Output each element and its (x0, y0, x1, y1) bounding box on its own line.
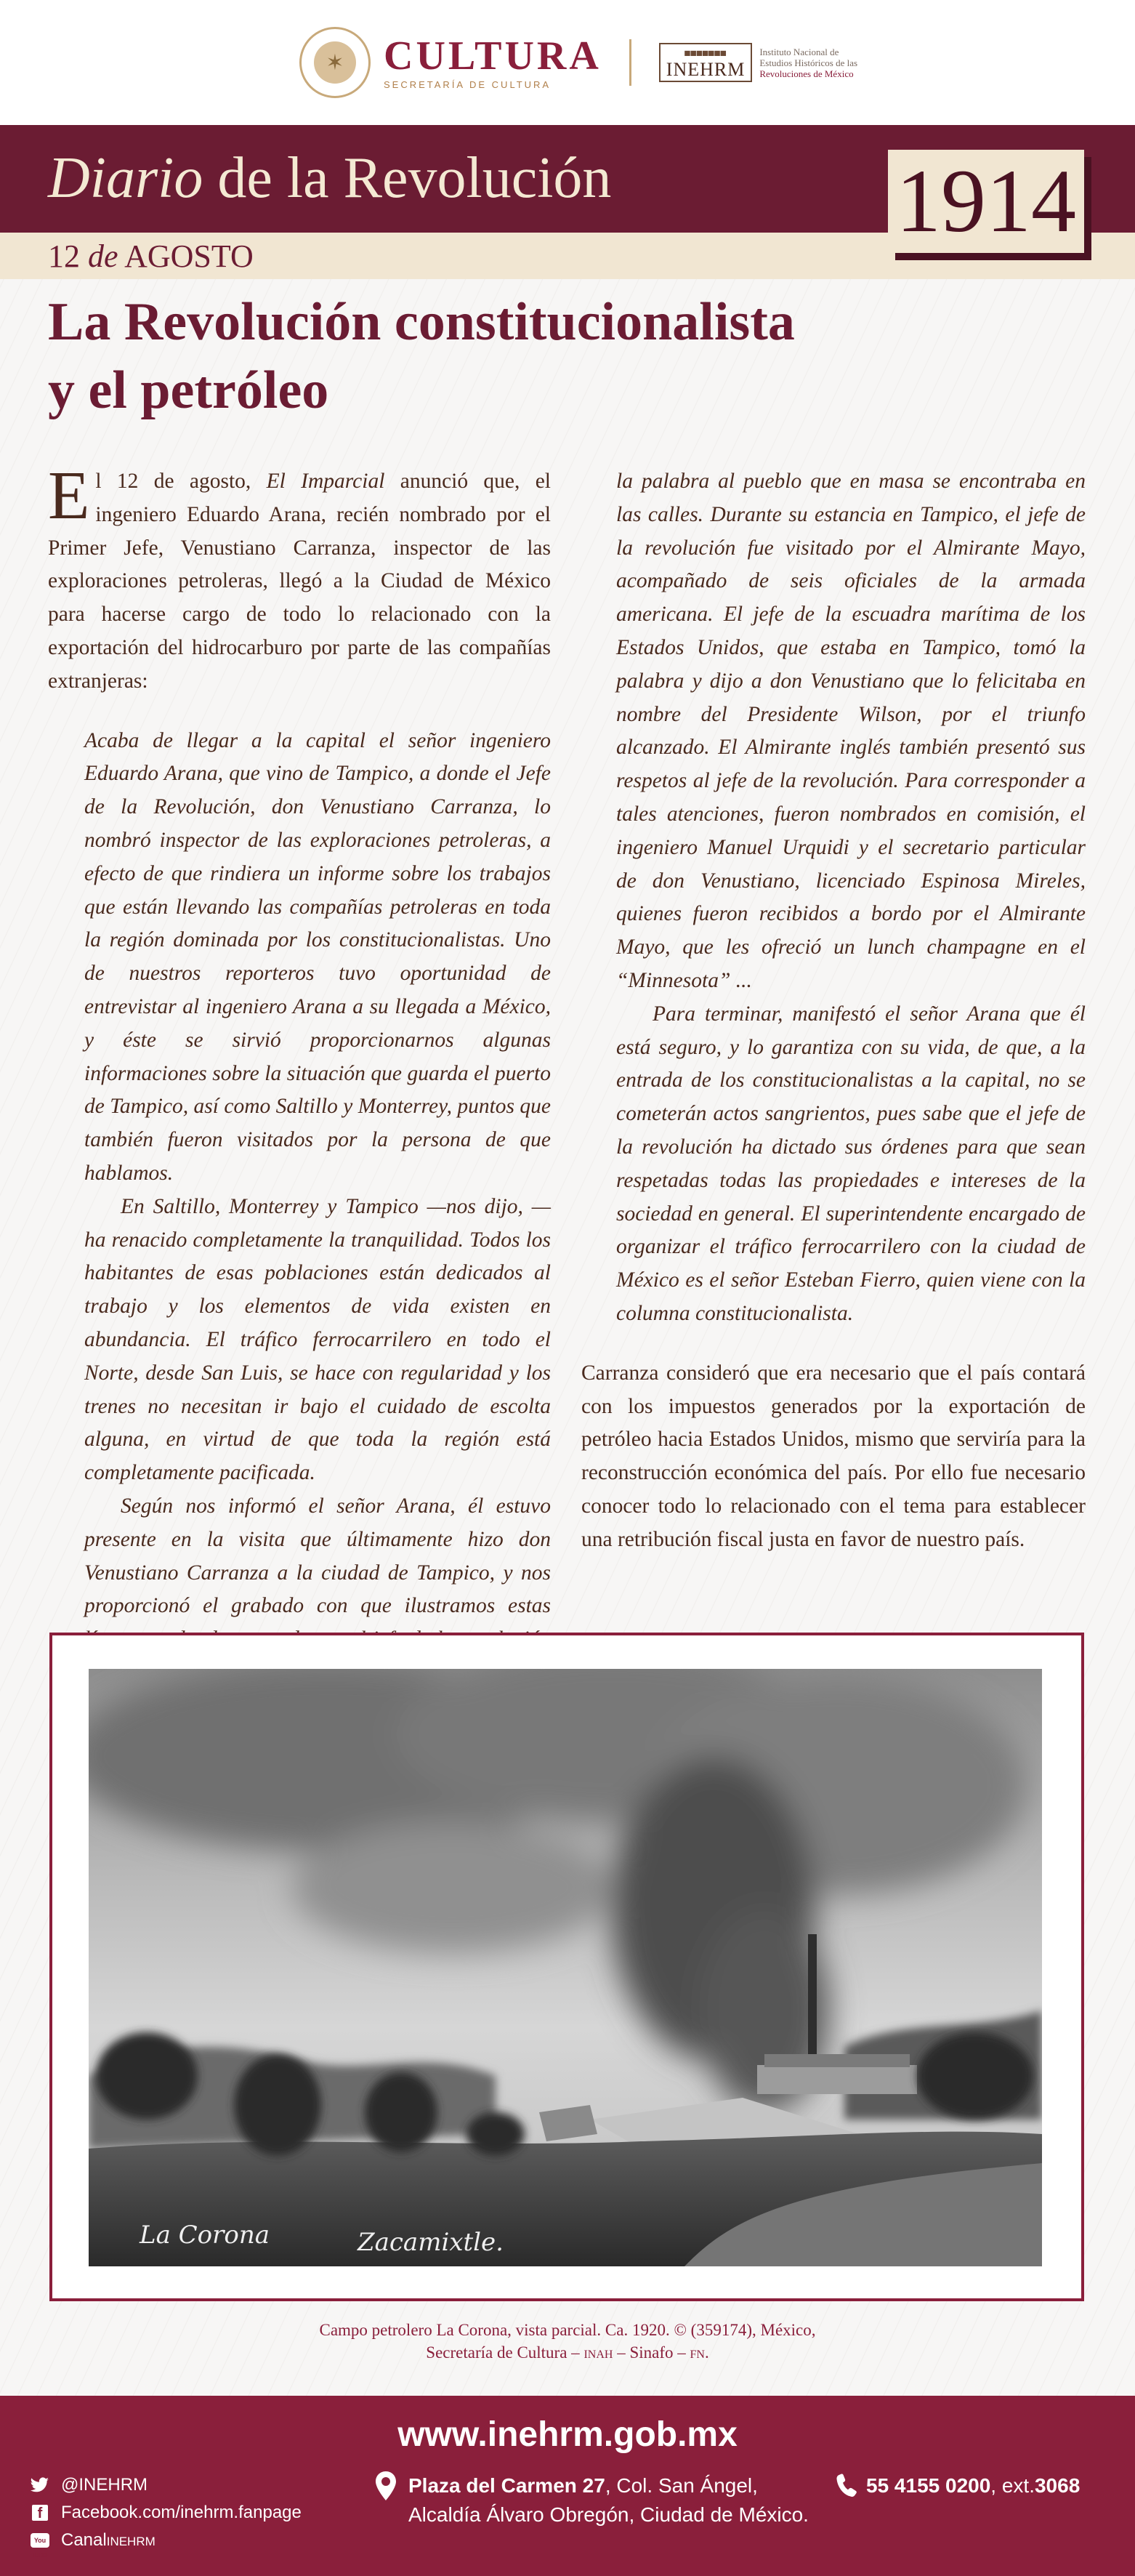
cultura-subtitle: SECRETARÍA DE CULTURA (384, 79, 552, 90)
series-title: Diario de la Revolución (48, 146, 612, 210)
quote-paragraph: Según nos informó el señor Arana, él estuvo presente en la visita que últimamente hizo don Venustiano Carranza a la ciudad de Tampico, y nos proporcionó el grabado con que ilustramos estas (84, 1494, 551, 1618)
quote-paragraph: En Saltillo, Monterrey y Tampico —nos dijo, — ha renacido completamente la tranquilidad. Todos los habitantes de esas poblaciones están dedicados al trabajo y los elementos de vida existen en abundancia. El tráfico ferrocarrilero en todo el Norte, desde San Luis, se hace con regularidad y los trenes no necesitan ir bajo el cuidado de escolta alguna, en virtud de que toda la región está completamente pacificada. (84, 1194, 551, 1485)
inehrm-abbr: INEHRM (666, 59, 746, 80)
year-badge: 1914 (888, 150, 1084, 253)
phone-icon (836, 2473, 857, 2499)
closing-paragraph: Carranza consideró que era necesario que el país contará con los impuestos generados por la exportación de petróleo hacia Estados Unidos, mismo que serviría para la reconstrucción económica del país. Por ello fue necesario conocer todo lo relacionado con el tema para establecer una retribución fiscal justa en favor de nuestro país. (581, 1361, 1086, 1551)
article-headline: La Revolución constitucionalista y el petróleo (48, 292, 795, 420)
photo-handwriting-2: Zacamixtle. (358, 2228, 504, 2257)
quote-paragraph: Para terminar, manifestó el señor Arana que él está seguro, y lo garantiza con su vida, de que, a la entrada de los constitucionalistas a la capital, no se cometerán actos sangrientos, pues sabe que el jefe de la revolución ha dictado sus órdenes para que sean respetadas todas las propiedades e intereses de la sociedad en general. El superintendente encargado de organizar el tráfico ferrocarrilero con la ciudad de México es el señor Esteban Fierro, quien viene con la columna constitucionalista. (616, 1002, 1086, 1325)
historical-photo[interactable] (89, 1669, 1042, 2266)
youtube-link[interactable]: You Tube Canal inehrm (29, 2527, 302, 2554)
photo-handwriting-1: La Corona (140, 2221, 270, 2250)
facebook-link[interactable]: f Facebook.com/inehrm.fanpage (29, 2499, 302, 2527)
location-pin-icon (375, 2471, 397, 2500)
photo-caption: Campo petrolero La Corona, vista parcial. Ca. 1920. © (359174), México, Secretaría de Cultura – inah – Sinafo – fn. (319, 2321, 816, 2362)
logo-group (299, 26, 857, 99)
twitter-icon (29, 2476, 51, 2495)
footer (0, 2396, 1135, 2576)
logo-divider (629, 39, 631, 86)
cultura-logo[interactable] (384, 33, 602, 90)
facebook-icon: f (32, 2505, 48, 2521)
article-column-right (581, 465, 1086, 1557)
intro-paragraph: El 12 de agosto, El Imparcial anunció que, el ingeniero Eduardo Arana, recién nombrado por el Primer Jefe, Venustiano Carranza, inspector de las exploraciones petroleras, llegó a la Ciudad de México para hacerse cargo de todo lo relacionado con la exportación del hidrocarburo por parte de las compañías extranjeras: (48, 458, 551, 693)
inehrm-full-name: Instituto Nacional de Estudios Históricos de las Revoluciones de México (759, 46, 858, 79)
phone-number[interactable]: 55 4155 0200 , ext. 3068 (836, 2471, 1080, 2500)
oil-field-photo-image (89, 1669, 1042, 2266)
quote-paragraph: la palabra al pueblo que en masa se encontraba en las calles. Durante su estancia en Tampico, el jefe de la revolución fue visitado por el Almirante Mayo, acompañado de seis oficiales de la armada americana. El jefe de la escuadra marítima de los Estados Unidos, que estaba en Tampico, tomó la palabra y dijo a don Venustiano que lo felicitaba en nombre del Presidente Wilson, por el triunfo alcanzado. El Almirante inglés también presentó sus respetos al jefe de la revolución. Para corresponder a tales atenciones, fueron nombrados en comisión, el ingeniero Manuel Urquidi y el secretario particular de don Venustiano, licenciado Espinosa Mireles, quienes fueron recibidos a bordo por el Almirante Mayo, que les ofreció un lunch champagne en el “Minnesota” ... (616, 470, 1086, 992)
youtube-icon: You Tube (31, 2533, 49, 2548)
cultura-name: CULTURA (384, 33, 602, 79)
top-bar (0, 0, 1135, 125)
website-link[interactable]: www.inehrm.gob.mx (397, 2415, 738, 2454)
quote-paragraph: Acaba de llegar a la capital el señor ingeniero Eduardo Arana, que vino de Tampico, a donde el Jefe de la Revolución, don Venustiano Carranza, lo nombró inspector de las exploraciones petroleras, a efecto de que rindiera un informe sobre los trabajos que están llevando las compañías petroleras en toda la región dominada por los constitucionalistas. Uno de nuestros reporteros tuvo oportunidad de entrevistar al ingeniero Arana a su llegada a México, y éste se sirvió proporcionarnos algunas informaciones sobre la situación que guarda el puerto de Tampico, así como Saltillo y Monterrey, puntos que también fueron visitados por la persona de que hablamos. (84, 728, 551, 1185)
inehrm-logo[interactable] (659, 43, 857, 82)
article-column-left (48, 458, 551, 1723)
inehrm-building-icon: ▀▀▀▀▀▀▀ INEHRM (659, 43, 753, 82)
entry-date: 12 de AGOSTO (48, 238, 254, 274)
address: Plaza del Carmen 27, Col. San Ángel, Alcaldía Álvaro Obregón, Ciudad de México. (375, 2471, 809, 2529)
mexico-seal-icon: ✶ (299, 27, 371, 98)
twitter-link[interactable]: @INEHRM (29, 2471, 302, 2499)
social-links (29, 2471, 302, 2559)
drop-cap: E (48, 458, 90, 534)
